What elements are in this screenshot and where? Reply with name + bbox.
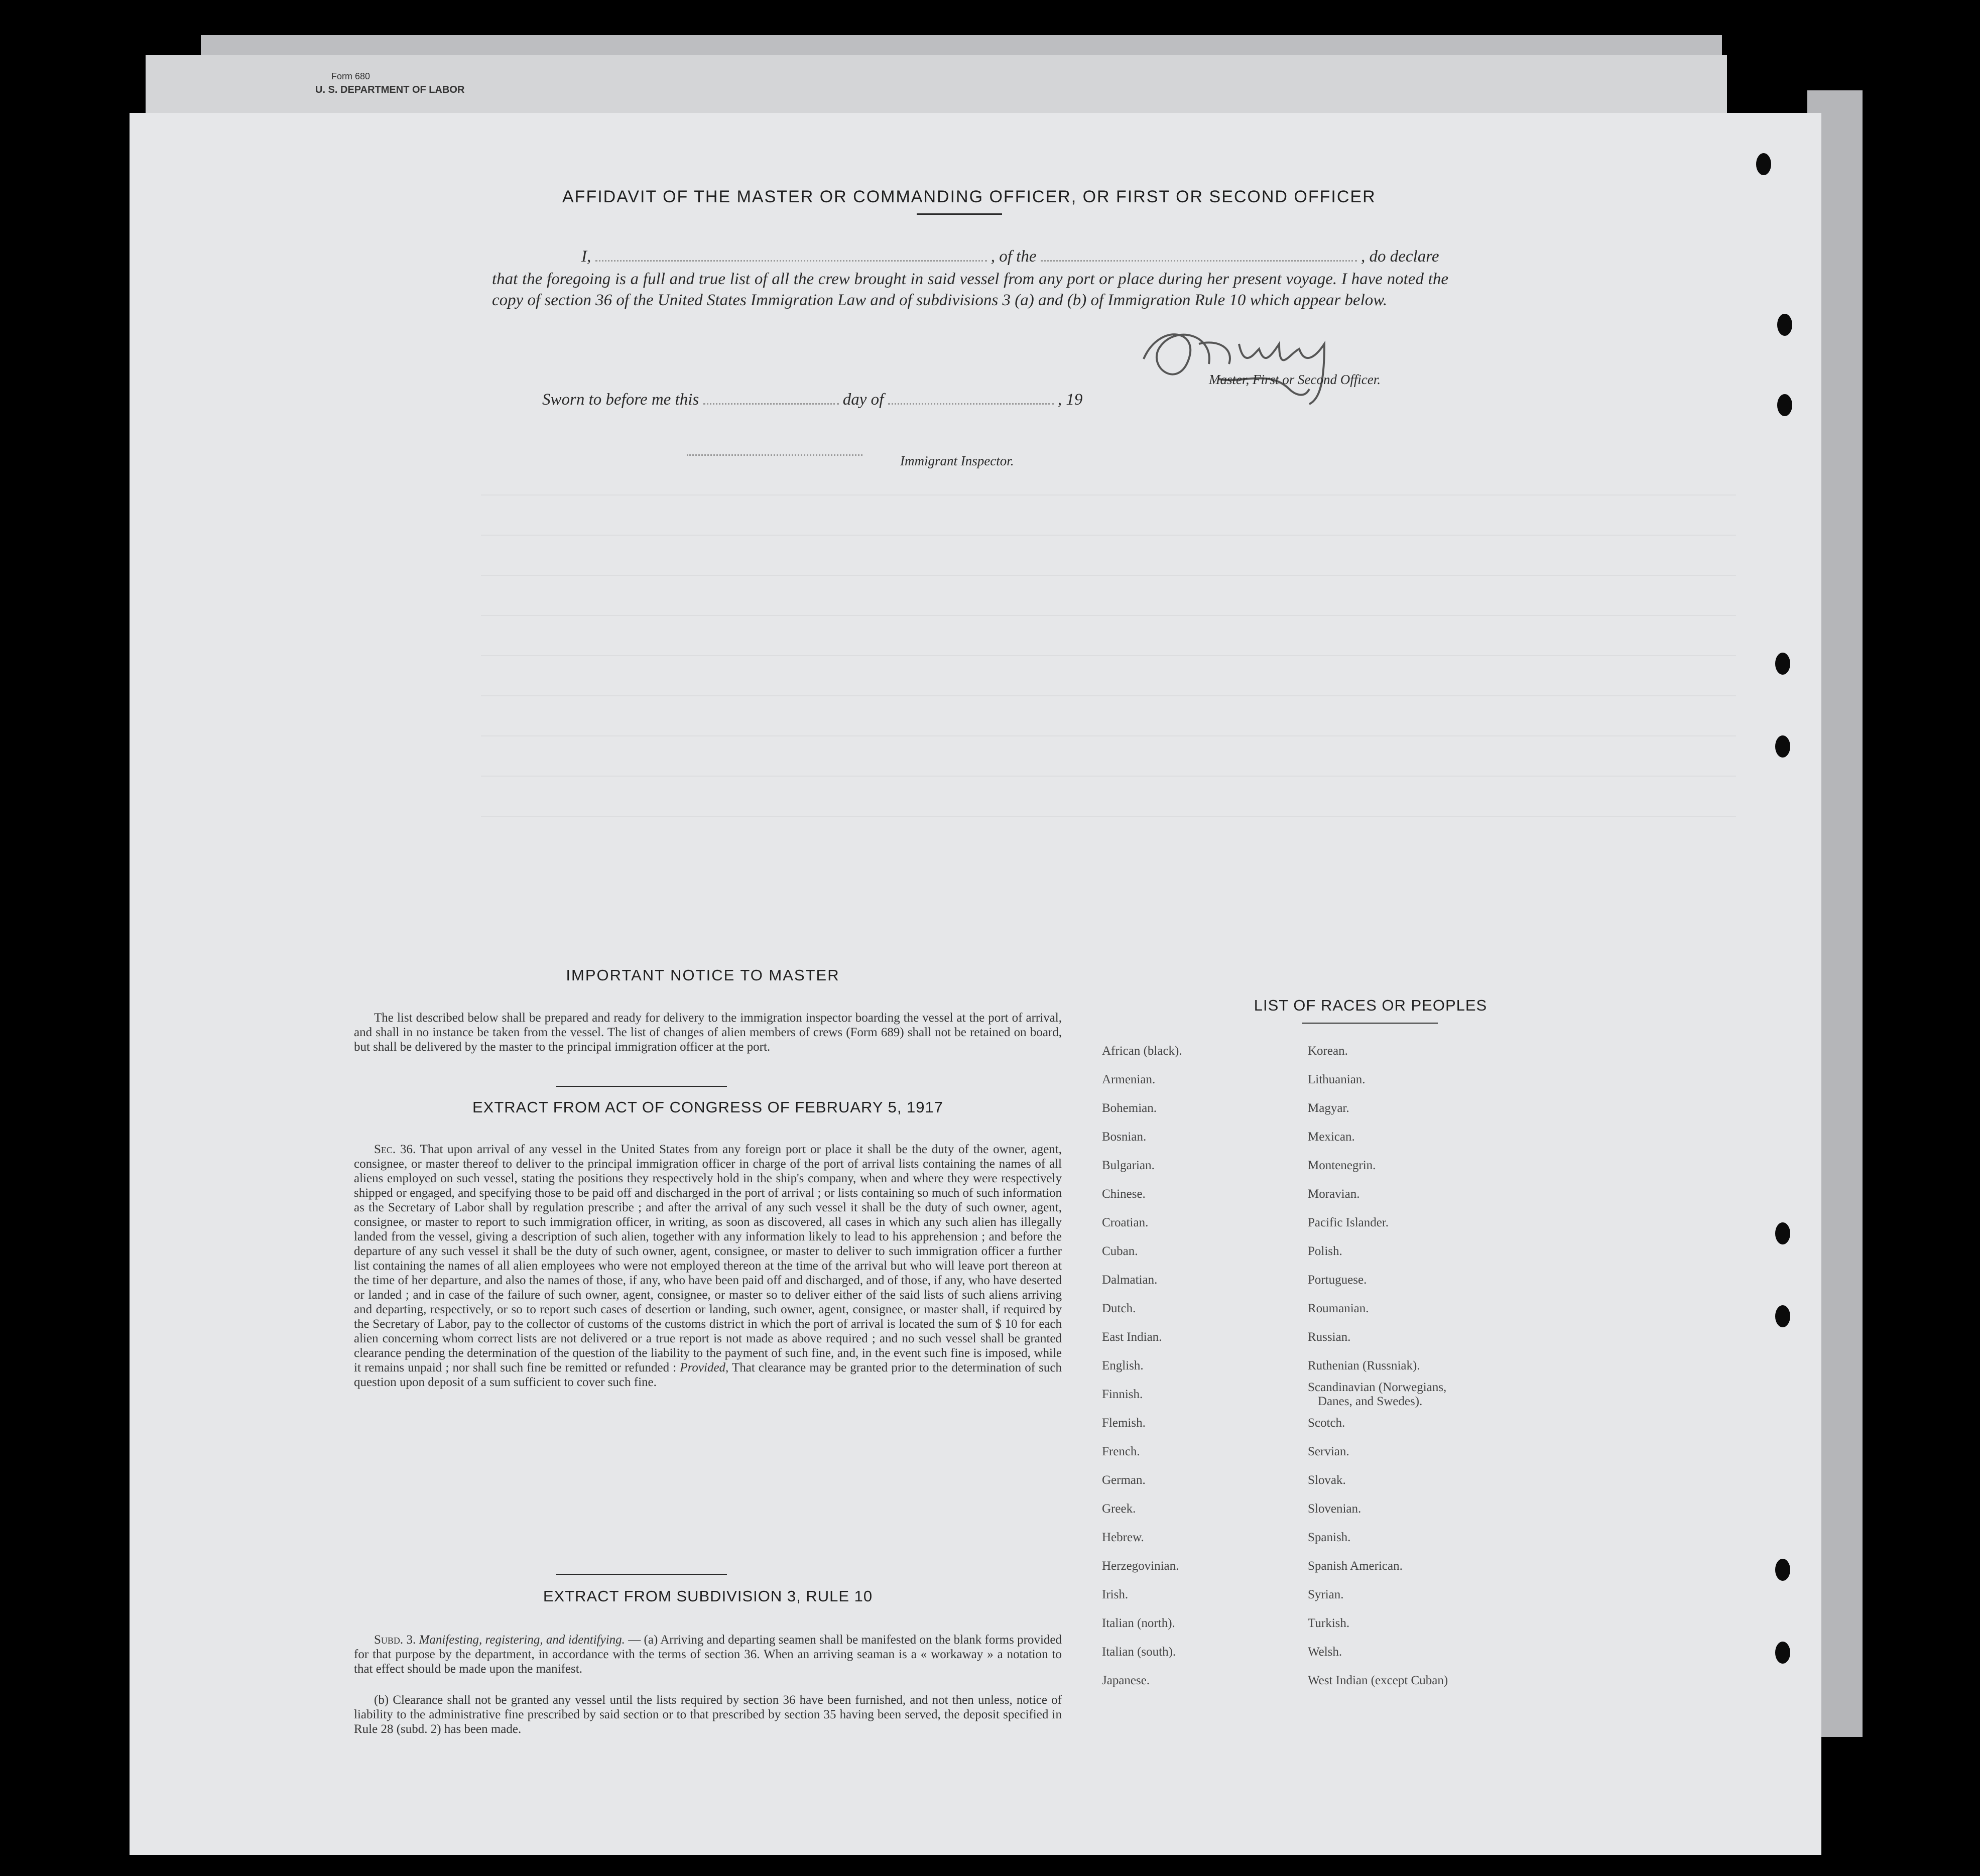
bleed-through [481, 655, 1736, 656]
bleed-through [481, 494, 1736, 495]
race-left: Herzegovinian. [1102, 1559, 1179, 1573]
sworn-month-blank [888, 393, 1054, 405]
race-left: Bosnian. [1102, 1130, 1147, 1144]
sworn-year-label: , 19 [1057, 391, 1083, 409]
declaration-start: I, [581, 247, 591, 266]
declaration-end: , do declare [1360, 247, 1439, 266]
binder-hole [1775, 1222, 1790, 1244]
rule-title: EXTRACT FROM SUBDIVISION 3, RULE 10 [543, 1587, 873, 1605]
sworn-start: Sworn to before me this [542, 391, 699, 409]
race-right: Servian. [1308, 1445, 1349, 1458]
race-left: Italian (north). [1102, 1616, 1175, 1630]
act-title: EXTRACT FROM ACT OF CONGRESS OF FEBRUARY 5, 1917 [472, 1098, 944, 1116]
binder-hole [1775, 1305, 1790, 1327]
act-body-end: That clearance may be granted prior to the determination of such question upon deposit of a sum sufficient to cover such fine. [354, 1361, 1062, 1389]
bleed-through [481, 735, 1736, 736]
race-right: Scotch. [1308, 1416, 1345, 1430]
bleed-through [481, 615, 1736, 616]
race-left: Armenian. [1102, 1073, 1156, 1086]
race-right: Slovenian. [1308, 1502, 1362, 1516]
inspector-label: Immigrant Inspector. [900, 453, 1014, 468]
name-blank [595, 250, 987, 262]
race-right: Scandinavian (Norwegians, [1308, 1381, 1447, 1394]
race-right: Slovak. [1308, 1473, 1346, 1487]
affidavit-body: that the foregoing is a full and true list of all the crew brought in said vessel from any port or place during her present voyage. I have noted the copy of section 36 of the United States Immigration Law and of subdivisions 3 (a) and (b) of Immigration Rule 10 which appear below. [492, 270, 1448, 309]
race-right: Turkish. [1308, 1616, 1350, 1630]
notice-rule [556, 1086, 727, 1087]
bleed-through [481, 575, 1736, 576]
inspector-blank [687, 454, 862, 456]
binder-hole [1777, 394, 1792, 416]
race-left: Finnish. [1102, 1388, 1143, 1401]
race-right-continuation: Danes, and Swedes). [1318, 1395, 1423, 1408]
sworn-line [542, 389, 1082, 410]
rule-para-a-text: — (a) Arriving and departing seamen shall be manifested on the blank forms provided for that purpose by the department, in accordance with the terms of section 36. When an arriving seaman is a « workaway » a notation to that effect should be made upon the manifest. [354, 1633, 1062, 1676]
vessel-blank [1041, 250, 1357, 262]
race-left: Chinese. [1102, 1187, 1146, 1201]
race-left: French. [1102, 1445, 1140, 1458]
race-left: African (black). [1102, 1044, 1182, 1058]
race-left: Flemish. [1102, 1416, 1146, 1430]
act-body: That upon arrival of any vessel in the United States from any foreign port or place it shall be the duty of the owner, agent, consignee, or master thereof to deliver to the principal immigration officer in charge of the port of arrival lists containing the names of all aliens employed on such vessel, stating the positions they respectively hold in the ship's company, when and where they were respectively shipped or engaged, and specifying those to be paid off and discharged in the port of arrival ; or lists containing so much of such information as the Secretary of Labor shall by regulation prescribe ; and after the arrival of any such vessel it shall be the duty of such owner, agent, consignee, or master to report to such immigration officer, in writing, as soon as discovered, all cases in which any such alien has illegally landed from the vessel, giving a description of such alien, together with any information likely to lead to his apprehension ; and before the departure of any such vessel it shall be the duty of such owner, agent, consignee, or master to deliver to such immigration officer a further list containing the names of all alien employees who were not employed thereon at the time of the arrival but who will leave port thereon at the time of her departure, and also the names of those, if any, who have been paid off and discharged, and of those, if any, who have deserted or landed ; and in case of the failure of such owner, agent, consignee, or master so to deliver either of the said lists of such aliens arriving and departing, respectively, or so to report such cases of desertion or landing, such owner, agent, consignee, or master shall, if required by the Secretary of Labor, pay to the collector of customs of the customs district in which the port of arrival is located the sum of $ 10 for each alien concerning whom correct lists are not delivered or a true report is not made as above required ; and no such vessel shall be granted clearance pending the determination of the question of the liability to the payment of such fine, and, in the event such fine is imposed, while it remains unpaid ; nor shall such fine be remitted or refunded : [354, 1143, 1062, 1374]
race-right: Syrian. [1308, 1588, 1344, 1601]
binder-hole [1756, 153, 1771, 175]
binder-hole [1777, 314, 1792, 336]
bleed-through [481, 816, 1736, 817]
race-left: Japanese. [1102, 1674, 1150, 1687]
act-rule [556, 1574, 727, 1575]
race-left: Dalmatian. [1102, 1273, 1158, 1287]
act-provided: Provided, [680, 1361, 729, 1374]
affidavit-page [130, 113, 1821, 1855]
title-rule [917, 213, 1002, 215]
race-right: Korean. [1308, 1044, 1348, 1058]
officer-signature [1129, 314, 1380, 414]
affidavit-declaration [542, 246, 1576, 267]
race-right: Roumanian. [1308, 1302, 1369, 1315]
races-title: LIST OF RACES OR PEOPLES [1254, 996, 1488, 1014]
race-right: Magyar. [1308, 1101, 1349, 1115]
race-right: Montenegrin. [1308, 1159, 1376, 1172]
race-left: German. [1102, 1473, 1146, 1487]
sworn-date-blank [703, 393, 839, 405]
race-right: Pacific Islander. [1308, 1216, 1389, 1229]
rule-para-b: (b) Clearance shall not be granted any vessel until the lists required by section 36 have been furnished, and not then unless, notice of liability to the administrative fine prescribed by said section or to that prescribed by section 35 having been served, the deposit specified in Rule 28 (subd. 2) has been made. [354, 1693, 1062, 1736]
form-number: Form 680 [331, 71, 370, 81]
act-text [354, 1142, 1062, 1390]
notice-title: IMPORTANT NOTICE TO MASTER [566, 966, 840, 984]
sworn-day-label: day of [842, 391, 884, 409]
race-left: East Indian. [1102, 1330, 1162, 1344]
race-left: Bulgarian. [1102, 1159, 1155, 1172]
signer-label: Master, First or Second Officer. [1209, 372, 1381, 387]
races-rule [1302, 1023, 1438, 1024]
race-right: Lithuanian. [1308, 1073, 1366, 1086]
bleed-through [481, 535, 1736, 536]
race-right: Spanish American. [1308, 1559, 1403, 1573]
race-right: Portuguese. [1308, 1273, 1367, 1287]
bleed-through [481, 776, 1736, 777]
race-right: Russian. [1308, 1330, 1351, 1344]
binder-hole [1775, 1559, 1790, 1581]
department-label: U. S. DEPARTMENT OF LABOR [315, 84, 465, 95]
race-left: Croatian. [1102, 1216, 1149, 1229]
race-right: Polish. [1308, 1244, 1342, 1258]
race-right: Mexican. [1308, 1130, 1355, 1144]
race-right: Welsh. [1308, 1645, 1342, 1659]
race-left: Hebrew. [1102, 1531, 1144, 1544]
race-right: West Indian (except Cuban) [1308, 1674, 1448, 1687]
rule-subd-label: Subd. 3. [374, 1633, 416, 1647]
binder-hole [1775, 735, 1790, 758]
race-left: Bohemian. [1102, 1101, 1157, 1115]
declaration-mid: , of the [991, 247, 1037, 266]
race-left: Greek. [1102, 1502, 1136, 1516]
act-section-label: Sec. 36. [374, 1143, 416, 1156]
race-right: Ruthenian (Russniak). [1308, 1359, 1420, 1372]
rule-subd-heading: Manifesting, registering, and identifying. [419, 1633, 625, 1647]
race-right: Moravian. [1308, 1187, 1360, 1201]
binder-hole [1775, 1642, 1790, 1664]
race-right: Spanish. [1308, 1531, 1351, 1544]
affidavit-title: AFFIDAVIT OF THE MASTER OR COMMANDING OFFICER, OR FIRST OR SECOND OFFICER [562, 187, 1376, 206]
bleed-through [481, 695, 1736, 696]
race-left: Italian (south). [1102, 1645, 1176, 1659]
race-left: Irish. [1102, 1588, 1129, 1601]
races-list [1102, 1044, 1654, 1822]
rule-para-a [354, 1633, 1062, 1676]
race-left: Dutch. [1102, 1302, 1136, 1315]
notice-text: The list described below shall be prepared and ready for delivery to the immigration inspector boarding the vessel at the port of arrival, and shall in no instance be taken from the vessel. The list of changes of alien members of crews (Form 689) shall not be retained on board, but shall be delivered by the master to the principal immigration officer at the port. [354, 1011, 1062, 1054]
race-left: Cuban. [1102, 1244, 1138, 1258]
race-left: English. [1102, 1359, 1144, 1372]
binder-hole [1775, 653, 1790, 675]
